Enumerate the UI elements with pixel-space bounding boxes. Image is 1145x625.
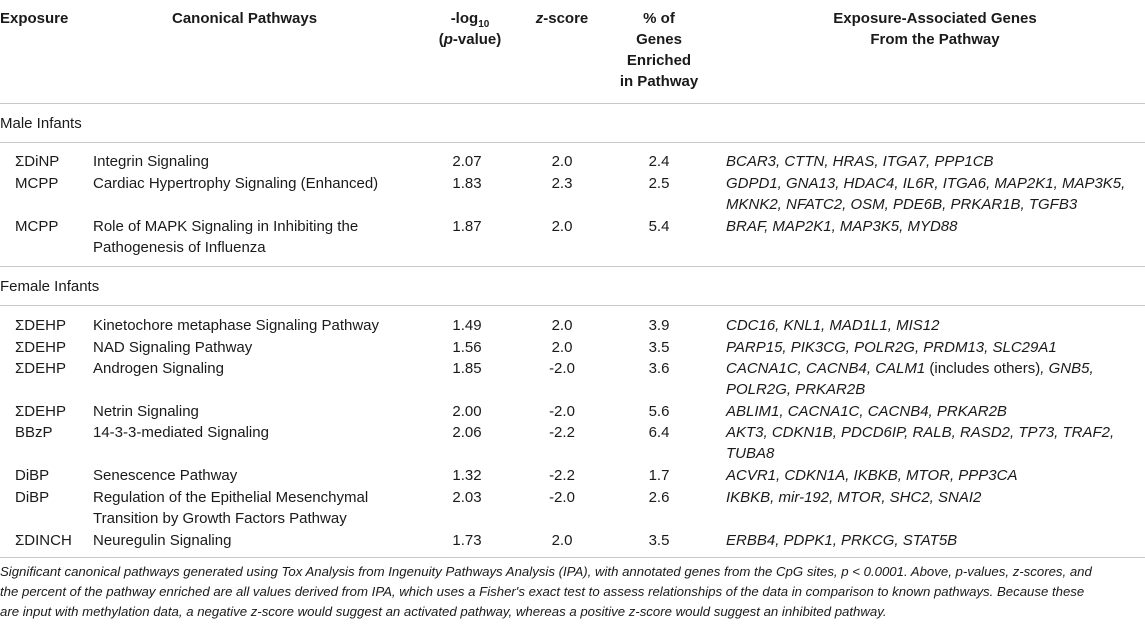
percent-cell: 3.6	[648, 360, 670, 377]
pvalue-cell: 2.06	[452, 424, 482, 441]
genes-cell: IKBKB, mir-192, MTOR, SHC2, SNAI2	[726, 489, 982, 506]
pathway-cell: Androgen Signaling	[93, 360, 224, 377]
exposure-cell: ΣDEHP	[15, 403, 66, 420]
pathway-cell: 14-3-3-mediated Signaling	[93, 424, 269, 441]
pvalue-cell: 1.85	[452, 360, 482, 377]
header-pvalue: $-\log_{10}$ (p-value)	[438, 10, 502, 48]
percent-cell: 5.6	[648, 403, 670, 420]
exposure-cell: ΣDINCH	[15, 532, 72, 549]
zscore-cell: 2.0	[551, 317, 573, 334]
percent-cell: 3.5	[648, 339, 670, 356]
zscore-cell: -2.0	[549, 360, 575, 377]
header-canonical-pathways: Canonical Pathways	[172, 10, 318, 27]
genes-cell: GDPD1, GNA13, HDAC4, IL6R, ITGA6, MAP2K1, MAP3K5, MKNK2, NFATC2, OSM, PDE6B, PRKAR1B, TGFB3	[726, 175, 1126, 213]
exposure-cell: MCPP	[15, 175, 59, 192]
exposure-cell: ΣDEHP	[15, 360, 66, 377]
percent-cell: 2.5	[648, 175, 670, 192]
genes-cell: AKT3, CDKN1B, PDCD6IP, RALB, RASD2, TP73, TRAF2, TUBA8	[726, 424, 1115, 462]
header-divider	[0, 103, 1145, 104]
genes-cell: ERBB4, PDPK1, PRKCG, STAT5B	[726, 532, 958, 549]
exposure-cell: DiBP	[15, 489, 50, 506]
exposure-cell: ΣDEHP	[15, 317, 66, 334]
header-zscore: z-score	[535, 10, 589, 27]
pathway-cell: Role of MAPK Signaling in Inhibiting the Pathogenesis of Influenza	[93, 218, 359, 256]
genes-cell: BRAF, MAP2K1, MAP3K5, MYD88	[726, 218, 958, 235]
exposure-cell: MCPP	[15, 218, 59, 235]
pvalue-cell: 1.56	[452, 339, 482, 356]
exposure-cell: ΣDEHP	[15, 339, 66, 356]
section-title-male: Male Infants	[0, 115, 82, 132]
pathway-cell: NAD Signaling Pathway	[93, 339, 253, 356]
percent-cell: 6.4	[648, 424, 670, 441]
table-header	[0, 8, 1145, 104]
percent-cell: 5.4	[648, 218, 670, 235]
section-title-female: Female Infants	[0, 278, 100, 295]
zscore-cell: -2.2	[549, 424, 575, 441]
section-divider-male	[0, 142, 1145, 143]
pvalue-cell: 1.32	[452, 467, 482, 484]
zscore-cell: -2.2	[549, 467, 575, 484]
genes-cell: CACNA1C, CACNB4, CALM1 (includes others), GNB5, POLR2G, PRKAR2B	[726, 360, 1094, 398]
zscore-cell: -2.0	[549, 403, 575, 420]
percent-cell: 1.7	[648, 467, 670, 484]
percent-cell: 3.9	[648, 317, 670, 334]
table-bottom-rule	[0, 557, 1145, 558]
zscore-cell: -2.0	[549, 489, 575, 506]
zscore-cell: 2.0	[551, 153, 573, 170]
pathway-cell: Kinetochore metaphase Signaling Pathway	[93, 317, 380, 334]
pathway-cell: Regulation of the Epithelial Mesenchymal Transition by Growth Factors Pathway	[93, 489, 369, 527]
pvalue-cell: 1.83	[452, 175, 482, 192]
pathway-cell: Senescence Pathway	[93, 467, 238, 484]
section-divider-female	[0, 305, 1145, 306]
zscore-cell: 2.3	[551, 175, 573, 192]
header-exposure: Exposure	[0, 10, 69, 27]
genes-cell: ABLIM1, CACNA1C, CACNB4, PRKAR2B	[726, 403, 1007, 420]
zscore-cell: 2.0	[551, 218, 573, 235]
genes-cell: CDC16, KNL1, MAD1L1, MIS12	[726, 317, 940, 334]
header-genes: Exposure-Associated Genes From the Pathway	[833, 10, 1037, 48]
zscore-cell: 2.0	[551, 339, 573, 356]
pvalue-cell: 1.49	[452, 317, 482, 334]
pvalue-cell: 2.03	[452, 489, 482, 506]
pathway-cell: Neuregulin Signaling	[93, 532, 232, 549]
section-divider	[0, 266, 1145, 267]
percent-cell: 2.6	[648, 489, 670, 506]
exposure-cell: BBzP	[15, 424, 53, 441]
pvalue-cell: 2.07	[452, 153, 482, 170]
genes-cell: ACVR1, CDKN1A, IKBKB, MTOR, PPP3CA	[726, 467, 1018, 484]
genes-cell: PARP15, PIK3CG, POLR2G, PRDM13, SLC29A1	[726, 339, 1057, 356]
table-footnote: Significant canonical pathways generated using Tox Analysis from Ingenuity Pathways Analysis (IPA), with annotated genes from the CpG sites, p < 0.0001. Above, p-values, z-scores, and the percent of the pathway enriched are all values derived from IPA, which uses a Fisher's exact test to assess relationships of the data in comparison to known pathways. Because these are input with methylation data, a negative z-score would suggest an activated pathway, whereas a positive z-score would suggest an inhibited pathway.	[0, 564, 1092, 619]
pathway-cell: Netrin Signaling	[93, 403, 199, 420]
zscore-cell: 2.0	[551, 532, 573, 549]
pvalue-cell: 2.00	[452, 403, 482, 420]
exposure-cell: ΣDiNP	[15, 153, 60, 170]
percent-cell: 3.5	[648, 532, 670, 549]
percent-cell: 2.4	[648, 153, 670, 170]
header-percent-enriched: % of Genes Enriched in Pathway	[619, 10, 699, 90]
pathway-cell: Integrin Signaling	[93, 153, 209, 170]
pvalue-cell: 1.73	[452, 532, 482, 549]
pathway-cell: Cardiac Hypertrophy Signaling (Enhanced)	[93, 175, 379, 192]
genes-cell: BCAR3, CTTN, HRAS, ITGA7, PPP1CB	[726, 153, 994, 170]
pvalue-cell: 1.87	[452, 218, 482, 235]
exposure-cell: DiBP	[15, 467, 50, 484]
